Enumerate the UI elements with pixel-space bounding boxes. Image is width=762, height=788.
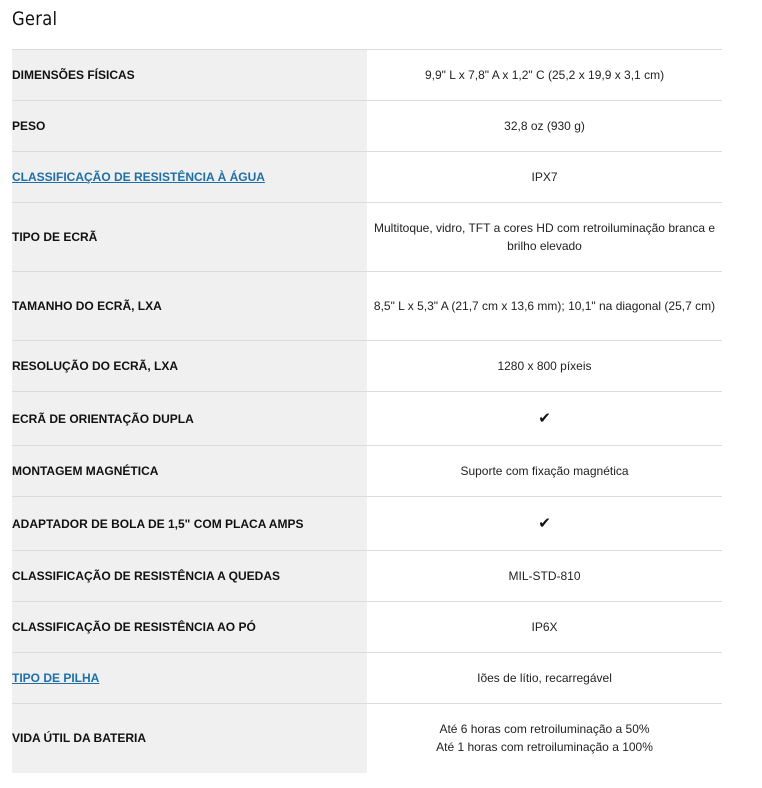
specs-table: [12, 49, 722, 773]
spec-value: IP6X: [367, 602, 722, 653]
spec-row-dust-rating: [12, 602, 722, 653]
spec-label: ADAPTADOR DE BOLA DE 1,5" COM PLACA AMPS: [12, 497, 367, 551]
spec-row-water-rating: [12, 152, 722, 203]
spec-label: CLASSIFICAÇÃO DE RESISTÊNCIA AO PÓ: [12, 602, 367, 653]
battery-type-link[interactable]: TIPO DE PILHA: [12, 653, 367, 704]
spec-label: PESO: [12, 101, 367, 152]
spec-row-dimensions: [12, 50, 722, 101]
spec-label: RESOLUÇÃO DO ECRÃ, LXA: [12, 341, 367, 392]
spec-row-resolution: [12, 341, 722, 392]
checkmark-icon: ✔: [538, 514, 551, 532]
battery-life-line: Até 6 horas com retroiluminação a 50%: [439, 722, 650, 737]
section-title: Geral: [12, 8, 58, 30]
checkmark-icon: ✔: [538, 409, 551, 427]
spec-label: ECRÃ DE ORIENTAÇÃO DUPLA: [12, 392, 367, 446]
spec-row-ball-adapter: [12, 497, 722, 551]
spec-value: 9,9" L x 7,8" A x 1,2" C (25,2 x 19,9 x 3,1 cm): [367, 50, 722, 101]
spec-label: CLASSIFICAÇÃO DE RESISTÊNCIA A QUEDAS: [12, 551, 367, 602]
spec-row-dual-orientation: [12, 392, 722, 446]
spec-row-display-type: [12, 203, 722, 272]
spec-value: 8,5" L x 5,3" A (21,7 cm x 13,6 mm); 10,1" na diagonal (25,7 cm): [367, 272, 722, 341]
spec-row-battery-life: [12, 704, 722, 773]
spec-label: TAMANHO DO ECRÃ, LXA: [12, 272, 367, 341]
spec-value: 1280 x 800 píxeis: [367, 341, 722, 392]
spec-value: Suporte com fixação magnética: [367, 446, 722, 497]
spec-value: IPX7: [367, 152, 722, 203]
spec-row-drop-rating: [12, 551, 722, 602]
spec-row-battery-type: [12, 653, 722, 704]
spec-row-weight: [12, 101, 722, 152]
spec-label: DIMENSÕES FÍSICAS: [12, 50, 367, 101]
spec-row-magnetic-mount: [12, 446, 722, 497]
spec-value: 32,8 oz (930 g): [367, 101, 722, 152]
spec-value: Multitoque, vidro, TFT a cores HD com retroiluminação branca e brilho elevado: [367, 203, 722, 272]
spec-label: TIPO DE ECRÃ: [12, 203, 367, 272]
water-rating-link[interactable]: CLASSIFICAÇÃO DE RESISTÊNCIA À ÁGUA: [12, 152, 367, 203]
battery-life-line: Até 1 horas com retroiluminação a 100%: [436, 740, 653, 755]
spec-row-display-size: [12, 272, 722, 341]
spec-value: Iões de lítio, recarregável: [367, 653, 722, 704]
spec-value: [367, 704, 722, 773]
spec-label: MONTAGEM MAGNÉTICA: [12, 446, 367, 497]
spec-value: MIL-STD-810: [367, 551, 722, 602]
spec-label: VIDA ÚTIL DA BATERIA: [12, 704, 367, 773]
